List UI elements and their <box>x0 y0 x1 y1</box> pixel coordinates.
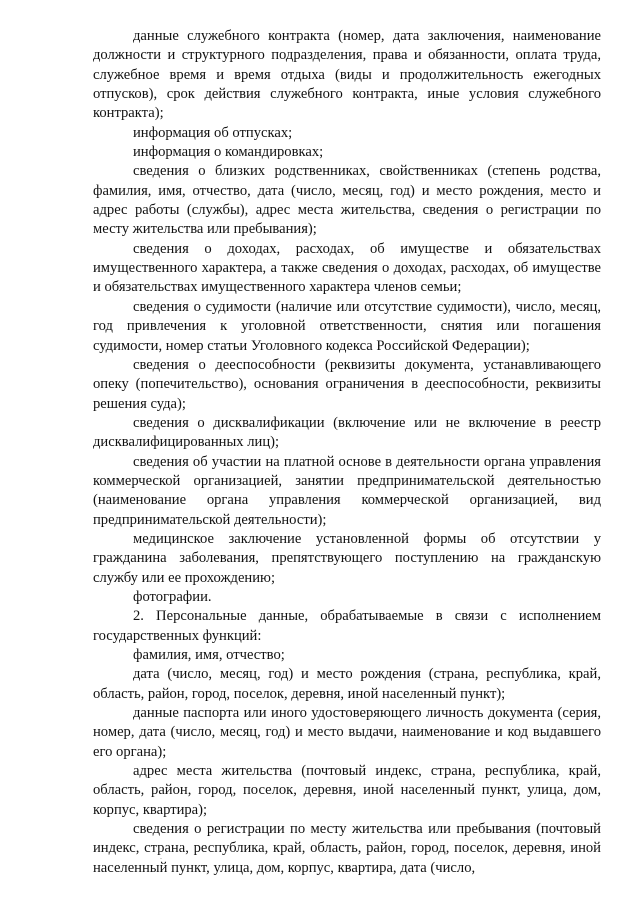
paragraph-registration: сведения о регистрации по месту жительства или пребывания (почтовый индекс, страна, республика, край, область, район, город, поселок, деревня, иной населенный пункт, улица, дом, корпус, квартира, дата (число, <box>93 821 601 876</box>
document-page <box>93 27 601 878</box>
paragraph-birth-date-place: дата (число, месяц, год) и место рождения (страна, республика, край, область, район, город, поселок, деревня, иной населенный пункт); <box>93 666 601 702</box>
paragraph-section-2-heading: 2. Персональные данные, обрабатываемые в связи с исполнением государственных функций: <box>93 608 601 644</box>
paragraph-disqualification: сведения о дисквалификации (включение или не включение в реестр дисквалифицированных лиц); <box>93 414 601 451</box>
paragraph-income: сведения о доходах, расходах, об имуществе и обязательствах имущественного характера, а также сведения о доходах, расходах, об имуществе и обязательствах имущественного характера членов семьи; <box>93 240 601 296</box>
paragraph-medical-report: медицинское заключение установленной формы об отсутствии у гражданина заболевания, препятствующего поступлению на гражданскую службу или ее прохождению; <box>93 530 601 586</box>
paragraph-residence-address: адрес места жительства (почтовый индекс, страна, республика, край, область, район, город, поселок, деревня, иной населенный пункт, улица, дом, корпус, квартира); <box>93 763 601 818</box>
paragraph-business-trips: информация о командировках; <box>133 144 324 161</box>
paragraph-vacations: информация об отпусках; <box>133 124 293 141</box>
paragraph-legal-capacity: сведения о дееспособности (реквизиты документа, устанавливающего опеку (попечительство), основания ограничения в дееспособности, реквизиты решения суда); <box>93 356 601 412</box>
paragraph-relatives: сведения о близких родственниках, свойственниках (степень родства, фамилия, имя, отчество, дата (число, месяц, год) и место рождения, место и адрес работы (службы), адрес места жительства, сведения о регистрации по месту жительства или пребывания); <box>93 163 601 238</box>
paragraph-full-name: фамилия, имя, отчество; <box>133 647 285 663</box>
paragraph-photos: фотографии. <box>133 588 212 605</box>
scan-speck <box>160 858 162 859</box>
paragraph-paid-participation: сведения об участии на платной основе в деятельности органа управления коммерческой организацией, занятии предпринимательской деятельностью (наименование органа управления коммерческой организацией, вид предпринимательской деятельности); <box>93 453 601 528</box>
paragraph-contract-data: данные служебного контракта (номер, дата заключения, наименование должности и структурного подразделения, права и обязанности, оплата труда, служебное время и время отдыха (виды и продолжительность ежегодных отпусков), срок действия служебного контракта, иные условия служебного контракта); <box>93 28 601 122</box>
paragraph-passport-data: данные паспорта или иного удостоверяющего личность документа (серия, номер, дата (число, месяц, год) и место выдачи, наименование и код выдавшего его органа); <box>93 705 601 760</box>
paragraph-criminal-record: сведения о судимости (наличие или отсутствие судимости), число, месяц, год привлечения к уголовной ответственности, снятия или погашения судимости, номер статьи Уголовного кодекса Российской Федерации); <box>93 298 601 354</box>
